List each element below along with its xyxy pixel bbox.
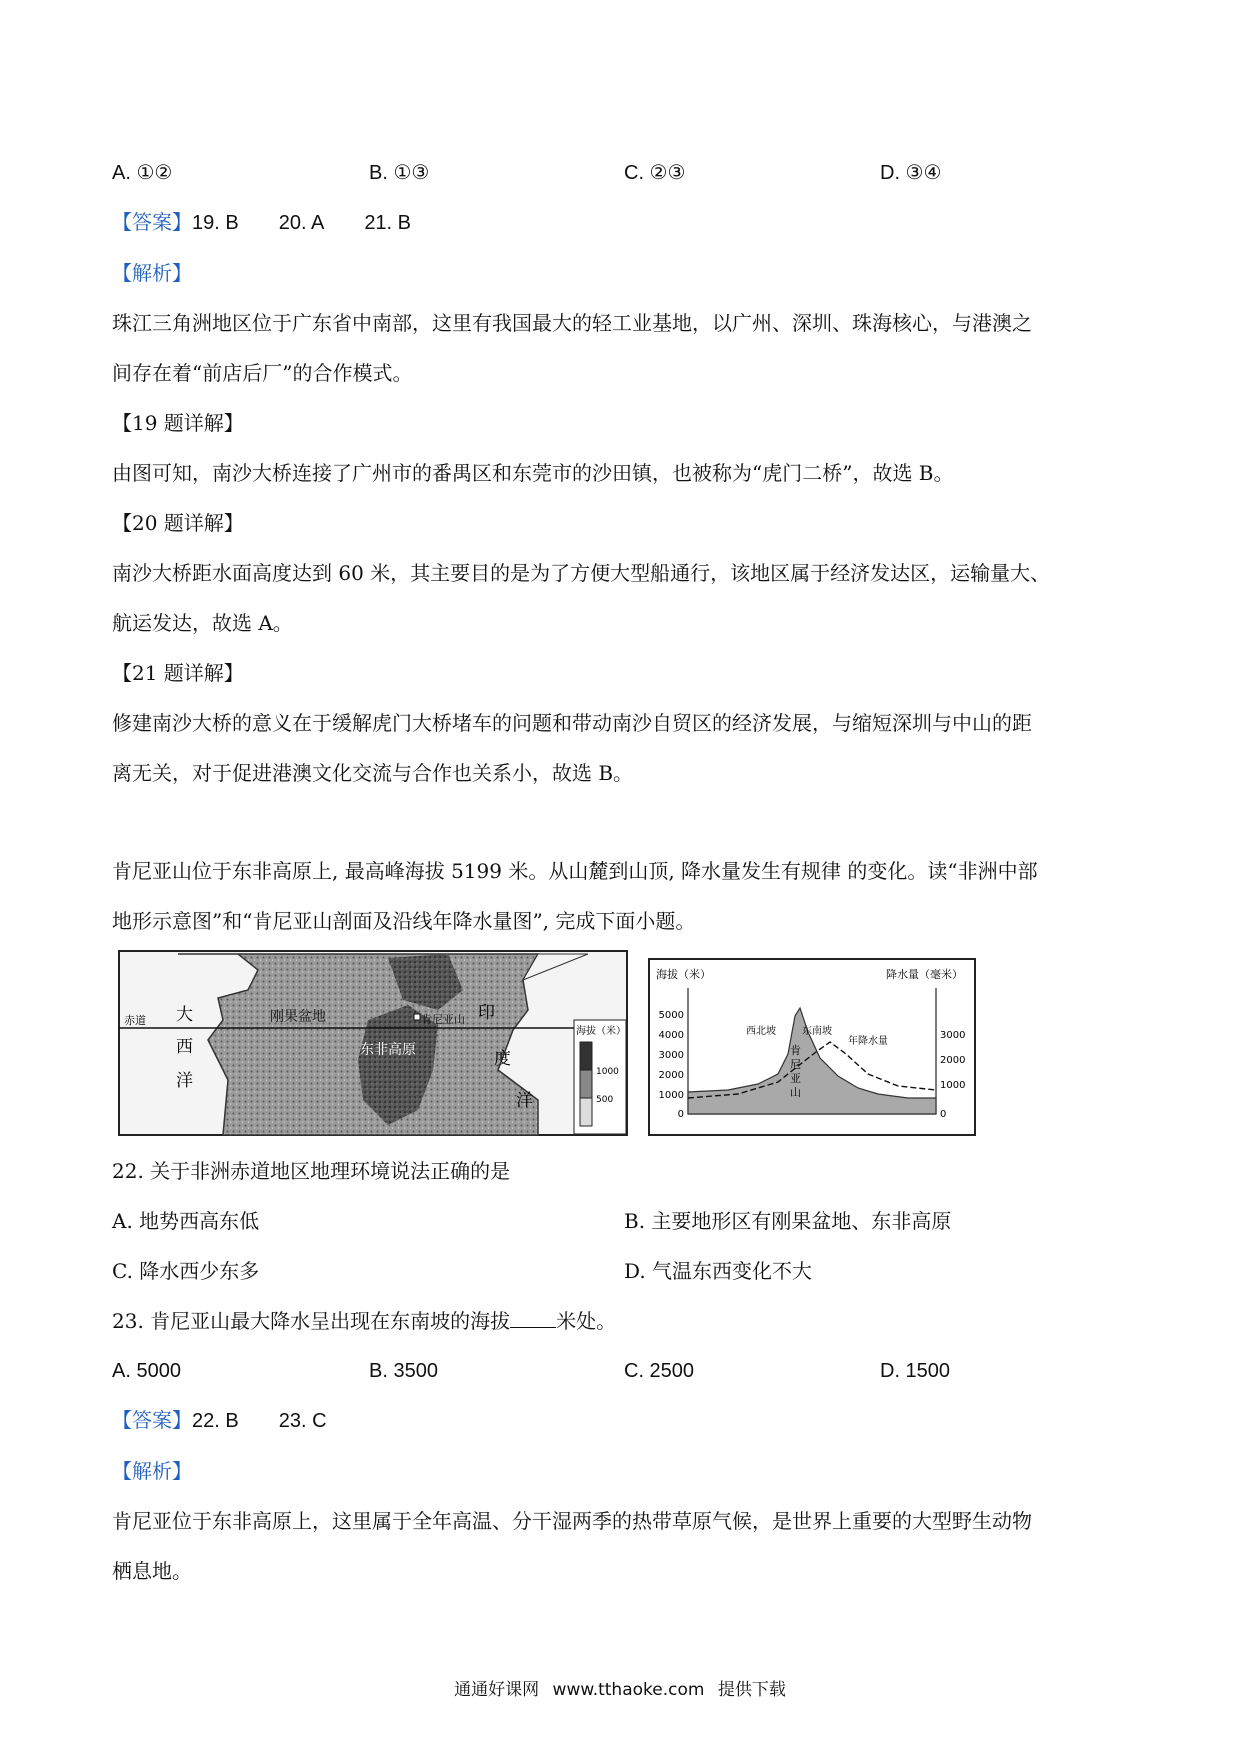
mountain-label-2: 尼 [790, 1058, 801, 1071]
right-tick-3000: 3000 [940, 1030, 966, 1041]
atlantic-label-3: 洋 [176, 1071, 193, 1091]
left-tick-0: 0 [677, 1109, 684, 1120]
central-africa-map [118, 950, 628, 1136]
q21-detail-title: 【21 题详解】 [112, 661, 244, 685]
q19-detail-text: 由图可知，南沙大桥连接了广州市的番禺区和东莞市的沙田镇，也被称为“虎门二桥”，故选 B。 [112, 461, 954, 485]
answer-21: 21. B [364, 212, 412, 234]
q21-detail-line2: 离无关，对于促进港澳文化交流与合作也关系小，故选 B。 [112, 761, 634, 785]
q22-option-b: B. 主要地形区有刚果盆地、东非高原 [624, 1209, 952, 1233]
analysis2-label: 【解析】 [112, 1459, 192, 1483]
page-footer [0, 1675, 1240, 1700]
q22-option-d: D. 气温东西变化不大 [624, 1259, 813, 1283]
answer-22: 22. B [192, 1410, 239, 1432]
q23-option-a: A. 5000 [112, 1360, 181, 1382]
q20-detail-line2: 航运发达，故选 A。 [112, 611, 293, 635]
q23-stem-after: 米处。 [556, 1309, 617, 1333]
east-african-plateau-label: 东非高原 [360, 1042, 416, 1058]
mount-kenya-profile [648, 958, 976, 1136]
analysis2-line2: 栖息地。 [112, 1559, 192, 1583]
precip-label: 年降水量 [848, 1036, 888, 1047]
q23-option-c: C. 2500 [624, 1360, 695, 1382]
q23-blank [510, 1309, 556, 1328]
intro-line1: 肯尼亚山位于东非高原上, 最高峰海拔 5199 米。从山麓到山顶, 降水量发生有规律 的变化。读“非洲中部 [112, 859, 1038, 883]
q22-option-a: A. 地势西高东低 [112, 1209, 260, 1233]
q23-option-d: D. 1500 [880, 1360, 951, 1382]
answer2-label: 【答案】 [112, 1410, 192, 1432]
left-tick-1000: 1000 [658, 1090, 684, 1101]
mountain-label-3: 亚 [790, 1072, 801, 1085]
right-tick-2000: 2000 [940, 1055, 966, 1066]
analysis2-line1: 肯尼亚位于东非高原上，这里属于全年高温、分干湿两季的热带草原气候，是世界上重要的大型野生动物 [112, 1509, 1032, 1533]
intro-line2: 地形示意图”和“肯尼亚山剖面及沿线年降水量图”, 完成下面小题。 [112, 909, 696, 933]
left-tick-5000: 5000 [658, 1010, 684, 1021]
option-d-18: D. ③④ [880, 162, 942, 184]
q23-stem-before: 23. 肯尼亚山最大降水呈出现在东南坡的海拔 [112, 1309, 511, 1333]
q22-option-c: C. 降水西少东多 [112, 1259, 260, 1283]
answer-label: 【答案】 [112, 212, 192, 234]
analysis-label: 【解析】 [112, 261, 192, 285]
right-tick-1000: 1000 [940, 1080, 966, 1091]
left-tick-2000: 2000 [658, 1070, 684, 1081]
footer-site-name: 通通好课网 [454, 1680, 540, 1700]
footer-url[interactable]: www.tthaoke.com [552, 1680, 705, 1700]
option-b-18: B. ①③ [369, 162, 430, 184]
mount-kenya-label: 肯尼亚山 [421, 1013, 465, 1026]
q23-stem [112, 1307, 616, 1335]
legend-500: 500 [596, 1095, 614, 1105]
legend-title: 海拔（米） [576, 1026, 626, 1037]
atlantic-label-1: 大 [176, 1005, 193, 1025]
answer-20: 20. A [278, 212, 325, 234]
answer-19: 19. B [192, 212, 239, 234]
right-tick-0: 0 [940, 1109, 947, 1120]
option-a-18: A. ①② [112, 162, 173, 184]
legend-1000: 1000 [596, 1067, 619, 1077]
congo-basin-label: 刚果盆地 [270, 1009, 326, 1025]
equator-label: 赤道 [124, 1014, 146, 1027]
q20-detail-title: 【20 题详解】 [112, 511, 244, 535]
analysis1-line1: 珠江三角洲地区位于广东省中南部，这里有我国最大的轻工业基地，以广州、深圳、珠海核心，与港澳之 [112, 311, 1032, 335]
answer-line-22-23 [112, 1407, 327, 1435]
analysis1-line2: 间存在着“前店后厂”的合作模式。 [112, 361, 413, 385]
left-axis-title: 海拔（米） [656, 968, 711, 981]
left-tick-3000: 3000 [658, 1050, 684, 1061]
atlantic-label-2: 西 [176, 1037, 193, 1057]
mountain-label-4: 山 [790, 1086, 801, 1099]
left-tick-4000: 4000 [658, 1030, 684, 1041]
option-c-18: C. ②③ [624, 162, 686, 184]
q21-detail-line1: 修建南沙大桥的意义在于缓解虎门大桥堵车的问题和带动南沙自贸区的经济发展，与缩短深圳与中山的距 [112, 711, 1032, 735]
right-axis-title: 降水量（毫米） [886, 968, 963, 981]
q19-detail-title: 【19 题详解】 [112, 411, 244, 435]
q22-stem: 22. 关于非洲赤道地区地理环境说法正确的是 [112, 1159, 511, 1183]
se-slope-label: 东南坡 [802, 1026, 832, 1037]
mountain-label-1: 肯 [790, 1044, 801, 1057]
nw-slope-label: 西北坡 [746, 1026, 776, 1037]
answer-23: 23. C [278, 1410, 327, 1432]
q23-option-b: B. 3500 [369, 1360, 438, 1382]
answer-line-19-21 [112, 209, 411, 237]
indian-label-3: 洋 [516, 1091, 533, 1111]
q20-detail-line1: 南沙大桥距水面高度达到 60 米，其主要目的是为了方便大型船通行，该地区属于经济发达区，运输量大、 [112, 561, 1051, 585]
footer-suffix: 提供下载 [717, 1680, 786, 1700]
indian-label-1: 印 [478, 1003, 495, 1023]
mount-kenya-marker [414, 1014, 420, 1020]
indian-label-2: 度 [494, 1049, 511, 1069]
